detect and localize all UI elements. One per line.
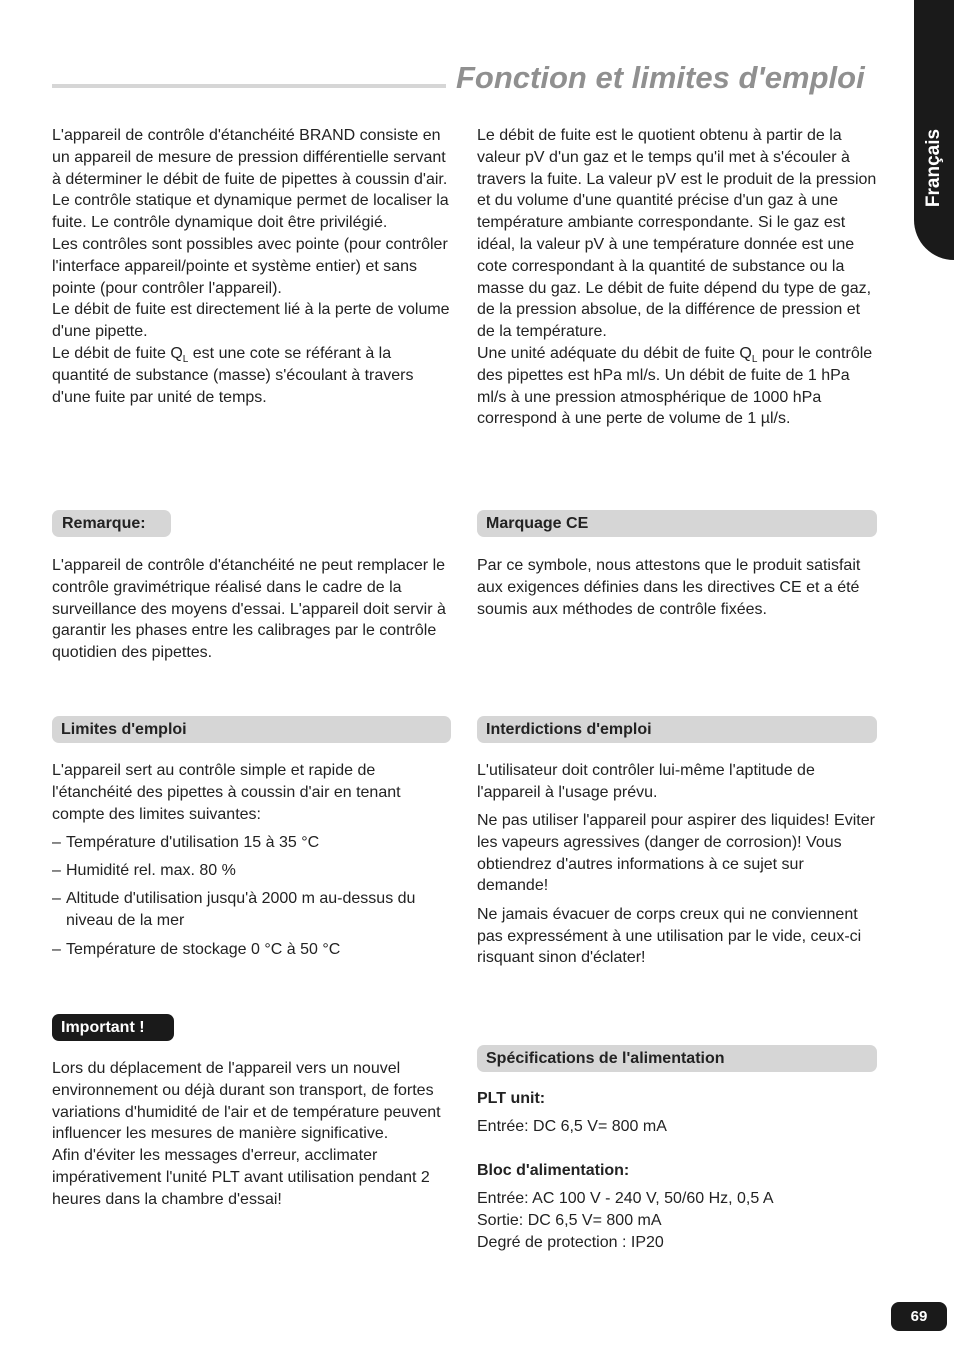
marquage-ce-heading: Marquage CE: [477, 510, 877, 537]
limites-list: [52, 832, 452, 960]
bloc-protection: Degré de protection : IP20: [477, 1233, 664, 1251]
important-heading: Important !: [52, 1014, 174, 1041]
right-intro: [477, 125, 877, 430]
right-intro-p1: Le débit de fuite est le quotient obtenu à partir de la valeur pV d'un gaz et le temps qu'il met à s'écouler à travers la fuite. La valeur pV est le produit de la pression et du volume d'une quantité précise d'un gaz à une température ambiante correspondante. Si le gaz est idéal, la valeur pV à une température donnée est une cote correspondant à la quantité de substance ou la masse du gaz. Le débit de fuite dépend du type de gaz, de la pression absolue, de la différence de pression et de la température.: [477, 127, 877, 341]
left-intro-p3: Le débit de fuite est directement lié à la perte de volume d'une pipette.: [52, 301, 450, 341]
list-item: – Altitude d'utilisation jusqu'à 2000 m au-dessus du niveau de la mer: [52, 890, 416, 930]
list-item: – Température de stockage 0 °C à 50 °C: [52, 940, 341, 958]
limites-heading: Limites d'emploi: [52, 716, 451, 743]
marquage-ce-text: Par ce symbole, nous attestons que le produit satisfait aux exigences définies dans les directives CE et a été soumis aux méthodes de contrôle fixées.: [477, 557, 861, 618]
list-item: – Température d'utilisation 15 à 35 °C: [52, 833, 320, 851]
list-item: – Humidité rel. max. 80 %: [52, 862, 236, 880]
bloc-alimentation-label: Bloc d'alimentation:: [477, 1162, 630, 1180]
limites-section: [52, 760, 452, 967]
limites-intro: L'appareil sert au contrôle simple et rapide de l'étanchéité des pipettes à coussin d'air en tenant compte des limites suivantes:: [52, 762, 401, 823]
interdictions-heading: Interdictions d'emploi: [477, 716, 877, 743]
left-intro: [52, 125, 452, 408]
specifications-section: [477, 1088, 877, 1254]
plt-unit-label: PLT unit:: [477, 1090, 546, 1107]
interdictions-section: [477, 760, 877, 969]
page-number: 69: [891, 1302, 947, 1331]
remarque-heading: Remarque:: [52, 510, 171, 537]
left-intro-p1: L'appareil de contrôle d'étanchéité BRAND consiste en un appareil de mesure de pression différentielle servant à déterminer le débit de fuite de pipettes à coussin d'air. Le contrôle statique et dynamique permet de localiser la fuite. Le contrôle dynamique doit être privilégié.: [52, 127, 449, 232]
important-p2: Afin d'éviter les messages d'erreur, acclimater impérativement l'unité PLT avant utilisation pendant 2 heures dans la chambre d'essai!: [52, 1147, 430, 1208]
remarque-text: L'appareil de contrôle d'étanchéité ne peut remplacer le contrôle gravimétrique réalisé dans le cadre de la surveillance des moyens d'essai. L'appareil doit servir à garantir les phases entre les calibrages par le contrôle quotidien des pipettes.: [52, 557, 446, 662]
bloc-sortie: Sortie: DC 6,5 V= 800 mA: [477, 1212, 662, 1230]
header-rule: [52, 84, 446, 88]
interdictions-p1: L'utilisateur doit contrôler lui-même l'aptitude de l'appareil à l'usage prévu.: [477, 762, 815, 801]
specifications-heading: Spécifications de l'alimentation: [477, 1045, 877, 1072]
page-title: Fonction et limites d'emploi: [456, 60, 865, 95]
bloc-entree: Entrée: AC 100 V - 240 V, 50/60 Hz, 0,5 A: [477, 1190, 774, 1208]
right-intro-p2: Une unité adéquate du débit de fuite $Q_L$ pour le contrôle des pipettes est hPa ml/s. Un débit de fuite de 1 hPa ml/s à une pression atmosphérique de 1000 hPa correspond à une perte de volume de 1 µl/s.: [477, 344, 873, 428]
interdictions-p2: Ne pas utiliser l'appareil pour aspirer des liquides! Eviter les vapeurs agressives (danger de corrosion)! Vous obtiendrez d'autres informations à ce sujet sur demande!: [477, 812, 875, 895]
plt-unit-entree: Entrée: DC 6,5 V= 800 mA: [477, 1118, 667, 1136]
left-intro-p2: Les contrôles sont possibles avec pointe (pour contrôler l'interface appareil/pointe et système entier) et sans pointe (pour contrôler l'appareil).: [52, 235, 448, 297]
important-text: [52, 1058, 454, 1211]
interdictions-p3: Ne jamais évacuer de corps creux qui ne conviennent pas expressément à une utilisation par le vide, ceux-ci risquant sinon d'éclater!: [477, 905, 862, 967]
language-tab-label: Français: [923, 128, 944, 208]
important-p1: Lors du déplacement de l'appareil vers un nouvel environnement ou déjà durant son transport, de fortes variations d'humidité de l'air et de température peuvent influencer les mesures de manière significative.: [52, 1060, 441, 1143]
left-intro-p4: Le débit de fuite $Q_L$ est une cote se référant à la quantité de substance (masse) s'écoulant à travers d'une fuite par unité de temps.: [52, 344, 414, 406]
